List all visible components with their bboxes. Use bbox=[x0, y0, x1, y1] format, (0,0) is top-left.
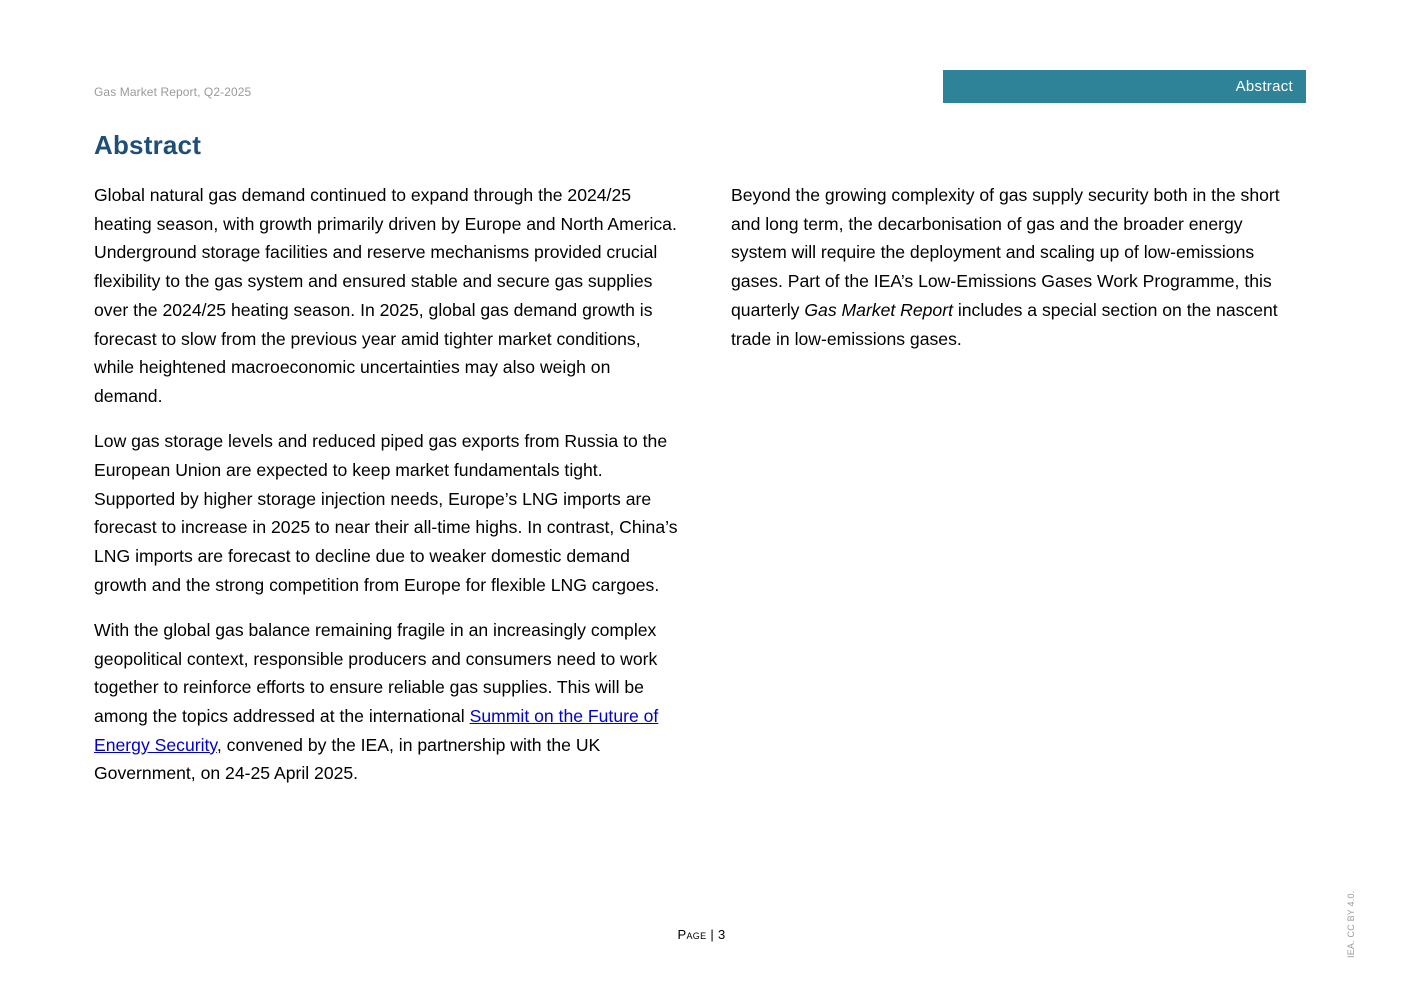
page-number-value: 3 bbox=[717, 927, 726, 942]
paragraph-low-emissions bbox=[731, 181, 1291, 353]
license-note: IEA. CC BY 4.0. bbox=[1346, 890, 1356, 958]
running-head: Gas Market Report, Q2-2025 bbox=[94, 85, 252, 99]
summit-link[interactable]: Summit on the Future of Energy Security bbox=[94, 705, 659, 755]
page-number bbox=[0, 927, 1403, 942]
paragraph-demand: Global natural gas demand continued to expand through the 2024/25 heating season, with growth primarily driven by Europe and North America. Underground storage facilities and reserve mechanisms provided crucial flexibility to the gas system and ensured stable and secure gas supplies over the 2024/25 heating season. In 2025, global gas demand growth is forecast to slow from the previous year amid tighter market conditions, while heightened macroeconomic uncertainties may also weigh on demand. bbox=[94, 185, 677, 406]
paragraph-low-emissions-text-start: Beyond the growing complexity of gas supply security both in the short and long term, the decarbonisation of gas and the broader energy system will require the deployment and scaling up of low-emissions gases. Part of the IEA’s Low-Emissions Gases Work Programme, this quarterly bbox=[731, 185, 1280, 320]
paragraph-low-emissions-text-end: includes a special section on the nascent trade in low-emissions gases. bbox=[731, 299, 1278, 349]
page-title: Abstract bbox=[94, 130, 202, 160]
page-word: Page bbox=[677, 927, 707, 942]
paragraph-summit-text-start: With the global gas balance remaining fragile in an increasingly complex geopolitical context, responsible producers and consumers need to work together to reinforce efforts to ensure reliable gas supplies. This will be among the topics addressed at the international bbox=[94, 619, 658, 726]
report-title-italic: Gas Market Report bbox=[804, 299, 953, 320]
paragraph-storage: Low gas storage levels and reduced piped gas exports from Russia to the European Union are expected to keep market fundamentals tight. Supported by higher storage injection needs, Europe’s LNG imports are forecast to increase in 2025 to near their all-time highs. In contrast, China’s LNG imports are forecast to decline due to weaker domestic demand growth and the strong competition from Europe for flexible LNG cargoes. bbox=[94, 431, 678, 595]
section-tab: Abstract bbox=[943, 70, 1306, 103]
right-column bbox=[731, 181, 1291, 370]
page-separator: | bbox=[706, 927, 718, 942]
paragraph-summit bbox=[94, 616, 679, 788]
paragraph-summit-text-end: , convened by the IEA, in partnership with the UK Government, on 24-25 April 2025. bbox=[94, 734, 601, 784]
left-column bbox=[94, 181, 679, 805]
